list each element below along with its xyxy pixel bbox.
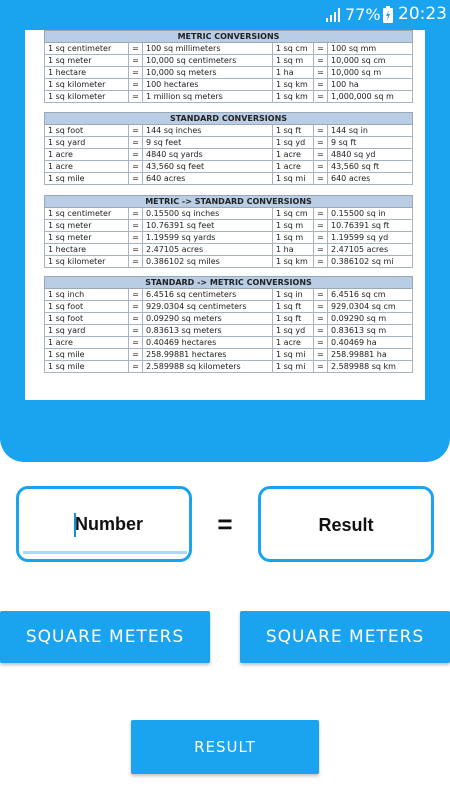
table-cell: 1 sq mi <box>273 361 314 373</box>
table-cell: 1 acre <box>273 149 314 161</box>
table-cell: = <box>129 208 143 220</box>
table-row <box>45 67 413 79</box>
table-row <box>45 244 413 256</box>
table-cell: 1 sq foot <box>45 301 129 313</box>
table-cell: = <box>314 173 328 185</box>
table-title: STANDARD CONVERSIONS <box>45 113 413 125</box>
standard-to-metric-table <box>44 276 413 373</box>
result-display <box>258 486 434 562</box>
table-row <box>45 79 413 91</box>
table-cell: 258.99881 ha <box>328 349 413 361</box>
table-cell: 1 sq yd <box>273 137 314 149</box>
table-cell: 10,000 sq meters <box>143 67 273 79</box>
table-cell: 1 ha <box>273 244 314 256</box>
table-cell: 0.40469 hectares <box>143 337 273 349</box>
table-cell: 1 ha <box>273 67 314 79</box>
table-cell: = <box>129 173 143 185</box>
table-cell: = <box>129 125 143 137</box>
table-cell: 43,560 sq ft <box>328 161 413 173</box>
from-unit-button[interactable]: SQUARE METERS <box>0 611 210 663</box>
table-row <box>45 289 413 301</box>
table-cell: = <box>129 79 143 91</box>
table-cell: 1 hectare <box>45 244 129 256</box>
table-cell: 43,560 sq feet <box>143 161 273 173</box>
table-row <box>45 91 413 103</box>
table-cell: 1 sq in <box>273 289 314 301</box>
table-cell: 2.589988 sq km <box>328 361 413 373</box>
table-title: METRIC -> STANDARD CONVERSIONS <box>45 196 413 208</box>
signal-icon <box>325 7 341 23</box>
table-row <box>45 43 413 55</box>
table-cell: 2.47105 acres <box>143 244 273 256</box>
equals-sign: = <box>217 509 233 539</box>
table-cell: = <box>314 43 328 55</box>
table-cell: = <box>314 337 328 349</box>
table-cell: = <box>314 301 328 313</box>
standard-conversions-table <box>44 112 413 185</box>
table-cell: 4840 sq yards <box>143 149 273 161</box>
metric-conversions-table <box>44 30 413 103</box>
table-cell: = <box>314 55 328 67</box>
table-cell: 1 sq foot <box>45 125 129 137</box>
table-cell: 1 sq kilometer <box>45 91 129 103</box>
table-cell: = <box>314 361 328 373</box>
table-cell: = <box>129 67 143 79</box>
table-cell: = <box>314 125 328 137</box>
table-cell: = <box>129 149 143 161</box>
result-text: Result <box>318 515 374 535</box>
table-cell: = <box>314 289 328 301</box>
table-cell: = <box>314 91 328 103</box>
table-cell: = <box>129 43 143 55</box>
table-cell: 1 sq centimeter <box>45 43 129 55</box>
number-input[interactable] <box>16 486 192 562</box>
table-cell: = <box>314 220 328 232</box>
table-cell: 0.15500 sq inches <box>143 208 273 220</box>
table-cell: = <box>129 301 143 313</box>
table-cell: 1 sq ft <box>273 313 314 325</box>
table-cell: 1 sq m <box>273 55 314 67</box>
table-cell: 0.83613 sq m <box>328 325 413 337</box>
table-row <box>45 232 413 244</box>
table-cell: 0.386102 sq miles <box>143 256 273 268</box>
table-cell: 10.76391 sq ft <box>328 220 413 232</box>
to-unit-button[interactable]: SQUARE METERS <box>240 611 450 663</box>
clock: 20:23 <box>398 4 447 24</box>
table-row <box>45 149 413 161</box>
table-cell: = <box>129 137 143 149</box>
table-cell: 1 sq km <box>273 79 314 91</box>
table-cell: = <box>314 313 328 325</box>
table-cell: = <box>314 161 328 173</box>
table-row <box>45 361 413 373</box>
table-row <box>45 125 413 137</box>
table-cell: 1,000,000 sq m <box>328 91 413 103</box>
table-cell: 0.09290 sq meters <box>143 313 273 325</box>
table-cell: 2.589988 sq kilometers <box>143 361 273 373</box>
table-cell: 6.4516 sq centimeters <box>143 289 273 301</box>
table-cell: 1 acre <box>45 149 129 161</box>
table-cell: 1 sq m <box>273 232 314 244</box>
table-cell: 640 acres <box>328 173 413 185</box>
table-cell: = <box>129 256 143 268</box>
table-cell: = <box>129 349 143 361</box>
table-cell: 144 sq inches <box>143 125 273 137</box>
table-cell: 100 ha <box>328 79 413 91</box>
table-cell: = <box>129 55 143 67</box>
table-cell: 10,000 sq cm <box>328 55 413 67</box>
table-cell: 640 acres <box>143 173 273 185</box>
table-cell: 1 acre <box>45 337 129 349</box>
table-row <box>45 301 413 313</box>
table-row <box>45 325 413 337</box>
conversion-chart-image <box>25 30 425 400</box>
table-row <box>45 349 413 361</box>
table-cell: = <box>129 161 143 173</box>
table-cell: 1 sq km <box>273 256 314 268</box>
table-cell: 1 sq mile <box>45 361 129 373</box>
table-cell: = <box>314 244 328 256</box>
table-cell: 10,000 sq m <box>328 67 413 79</box>
table-cell: = <box>314 256 328 268</box>
table-cell: 1 sq cm <box>273 43 314 55</box>
table-cell: 1 sq mi <box>273 173 314 185</box>
table-cell: 1 sq ft <box>273 125 314 137</box>
table-row <box>45 208 413 220</box>
table-cell: 1 sq ft <box>273 301 314 313</box>
table-cell: 0.15500 sq in <box>328 208 413 220</box>
table-cell: 100 sq millimeters <box>143 43 273 55</box>
table-cell: 4840 sq yd <box>328 149 413 161</box>
table-cell: = <box>314 325 328 337</box>
table-cell: = <box>314 149 328 161</box>
table-cell: = <box>129 91 143 103</box>
table-cell: 6.4516 sq cm <box>328 289 413 301</box>
table-cell: 258.99881 hectares <box>143 349 273 361</box>
table-cell: 929.0304 sq cm <box>328 301 413 313</box>
table-row <box>45 337 413 349</box>
table-cell: = <box>129 325 143 337</box>
table-cell: 1 sq inch <box>45 289 129 301</box>
table-title: METRIC CONVERSIONS <box>45 31 413 43</box>
table-cell: = <box>314 79 328 91</box>
table-cell: 10.76391 sq feet <box>143 220 273 232</box>
table-cell: = <box>314 232 328 244</box>
table-cell: 1 acre <box>45 161 129 173</box>
table-cell: 1 sq meter <box>45 232 129 244</box>
table-cell: 1 sq m <box>273 220 314 232</box>
battery-charging-icon <box>383 6 393 23</box>
number-input-placeholder: Number <box>75 514 144 534</box>
metric-to-standard-table <box>44 195 413 268</box>
table-cell: 1 million sq meters <box>143 91 273 103</box>
table-cell: = <box>129 220 143 232</box>
result-button[interactable]: RESULT <box>131 720 319 774</box>
table-cell: 1 sq centimeter <box>45 208 129 220</box>
table-cell: = <box>129 244 143 256</box>
table-cell: 1 sq yard <box>45 325 129 337</box>
table-row <box>45 256 413 268</box>
table-cell: 1 sq meter <box>45 220 129 232</box>
table-cell: 1 acre <box>273 337 314 349</box>
input-underline <box>23 551 187 554</box>
table-cell: 1 sq km <box>273 91 314 103</box>
table-cell: 1 sq kilometer <box>45 256 129 268</box>
table-cell: 0.40469 ha <box>328 337 413 349</box>
table-cell: 1 sq meter <box>45 55 129 67</box>
table-row <box>45 161 413 173</box>
table-cell: 100 hectares <box>143 79 273 91</box>
table-cell: 1 sq yard <box>45 137 129 149</box>
table-cell: 10,000 sq centimeters <box>143 55 273 67</box>
table-cell: 929.0304 sq centimeters <box>143 301 273 313</box>
table-cell: 1 sq mile <box>45 349 129 361</box>
table-cell: 1.19599 sq yd <box>328 232 413 244</box>
table-cell: 0.09290 sq m <box>328 313 413 325</box>
table-cell: 1 sq mile <box>45 173 129 185</box>
table-cell: 1 sq yd <box>273 325 314 337</box>
battery-percent: 77% <box>345 5 381 24</box>
table-cell: 0.386102 sq mi <box>328 256 413 268</box>
table-cell: = <box>314 137 328 149</box>
table-row <box>45 55 413 67</box>
table-row <box>45 313 413 325</box>
table-cell: = <box>314 349 328 361</box>
table-cell: 1 hectare <box>45 67 129 79</box>
status-bar <box>0 0 450 30</box>
table-cell: = <box>129 337 143 349</box>
table-cell: 144 sq in <box>328 125 413 137</box>
table-cell: 100 sq mm <box>328 43 413 55</box>
table-row <box>45 220 413 232</box>
table-cell: 0.83613 sq meters <box>143 325 273 337</box>
table-cell: 1 sq kilometer <box>45 79 129 91</box>
table-cell: = <box>129 313 143 325</box>
table-cell: 1 acre <box>273 161 314 173</box>
table-row <box>45 173 413 185</box>
table-cell: = <box>129 361 143 373</box>
table-cell: 1 sq foot <box>45 313 129 325</box>
table-cell: 1 sq cm <box>273 208 314 220</box>
table-cell: 2.47105 acres <box>328 244 413 256</box>
table-cell: = <box>129 232 143 244</box>
table-cell: 9 sq feet <box>143 137 273 149</box>
table-cell: = <box>129 289 143 301</box>
table-cell: 1.19599 sq yards <box>143 232 273 244</box>
table-title: STANDARD -> METRIC CONVERSIONS <box>45 277 413 289</box>
table-cell: = <box>314 208 328 220</box>
table-cell: = <box>314 67 328 79</box>
table-cell: 9 sq ft <box>328 137 413 149</box>
table-cell: 1 sq mi <box>273 349 314 361</box>
table-row <box>45 137 413 149</box>
